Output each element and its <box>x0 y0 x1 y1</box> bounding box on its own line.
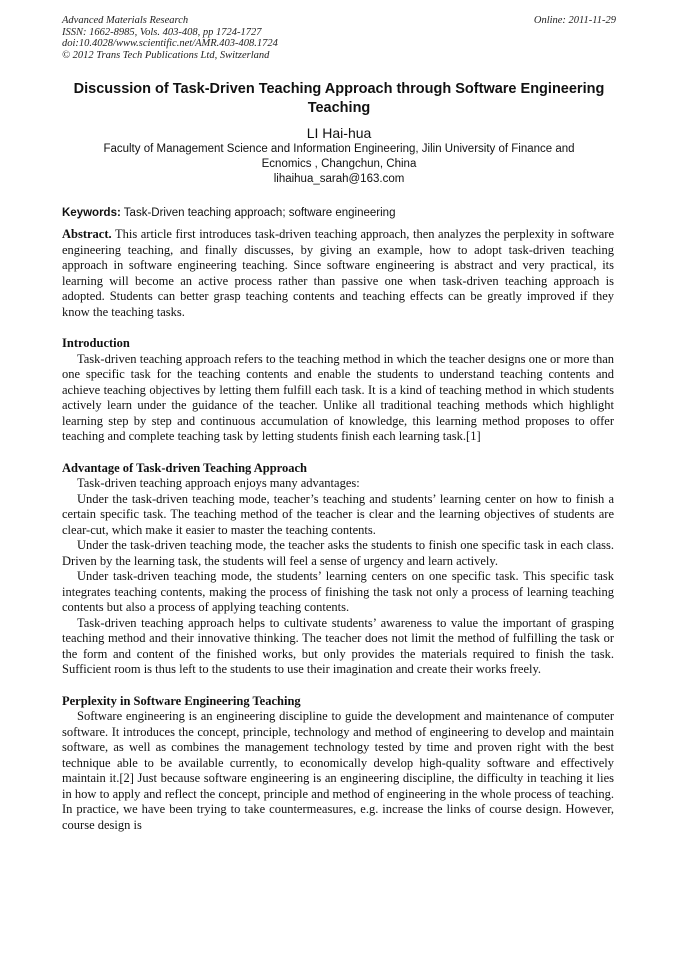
keywords-text: Task-Driven teaching approach; software engineering <box>123 207 396 219</box>
paragraph: Task-driven teaching approach refers to the teaching method in which the teacher designs one or more than one specific task for the teaching contents and enable the students to understand teaching contents and achieve teaching objectives by letting them fulfill each task. It is a kind of teaching method in which students actively learn under the guidance of the teacher. Unlike all traditional teaching methods which highlight learning step by step and continuous accumulation of knowledge, this learning method proposes to offer teaching and complete teaching task by letting students finish each learning task.[1] <box>62 351 614 443</box>
online-date: Online: 2011-11-29 <box>533 15 616 26</box>
abstract <box>62 227 614 320</box>
section-introduction <box>62 336 614 445</box>
doi-line: doi:10.4028/www.scientific.net/AMR.403-408.1724 <box>62 38 278 49</box>
paragraph: Under task-driven teaching mode, the students’ learning centers on one specific task. This specific task integrates teaching contents, making the process of finishing the task not only a process of learning teaching contents but also a process of applying teaching contents. <box>62 569 614 614</box>
journal-header <box>62 15 616 61</box>
affiliation-line-2: Ecnomics , Changchun, China <box>261 158 417 170</box>
section-heading: Advantage of Task-driven Teaching Approach <box>62 460 307 475</box>
copyright-line: © 2012 Trans Tech Publications Ltd, Switzerland <box>62 49 270 61</box>
section-heading: Introduction <box>62 336 130 350</box>
paragraph: Task-driven teaching approach helps to cultivate students’ awareness to value the important of grasping teaching method and their innovative thinking. The teacher does not limit the method of fulfilling the task or the form and content of the finished works, but only provides the materials required to finish the task. Sufficient room is thus left to the students to use their imagination and create their works freely. <box>62 615 614 676</box>
paper-body <box>62 227 614 833</box>
abstract-text: This article first introduces task-driven teaching approach, then analyzes the perplexity in software engineering teaching, and finally discusses, by giving an example, how to adopt task-driven teaching approach in software engineering teaching. Since software engineering is abstract and very practical, its learning will become an active process rather than passive one when task-driven teaching approach is adopted. Students can better grasp teaching contents and teaching effects can be greatly improved if they know the teaching tasks. <box>62 227 614 319</box>
issn-line: ISSN: 1662-8985, Vols. 403-408, pp 1724-1727 <box>62 26 262 38</box>
author-name: LI Hai-hua <box>306 125 372 141</box>
section-heading: Perplexity in Software Engineering Teaching <box>62 693 301 708</box>
paragraph: Under the task-driven teaching mode, teacher’s teaching and students’ learning center on how to finish a certain specific task. The teaching method of the teacher is clear and the learning objectives of students are clear-cut, which make it easier to master the teaching contents. <box>62 491 614 537</box>
keywords <box>62 206 616 221</box>
affiliation-line-1: Faculty of Management Science and Information Engineering, Jilin University of Finance and <box>103 143 575 155</box>
paper-title: Discussion of Task-Driven Teaching Approach through Software Engineering Teaching <box>73 81 605 116</box>
journal-name: Advanced Materials Research <box>62 15 189 26</box>
author-email: lihaihua_sarah@163.com <box>273 173 405 185</box>
abstract-label: Abstract. <box>62 227 112 241</box>
author-affiliation <box>62 142 616 187</box>
section-advantage <box>62 461 614 678</box>
paragraph: Task-driven teaching approach enjoys many advantages: <box>77 476 360 490</box>
section-perplexity <box>62 694 614 834</box>
paragraph: Under the task-driven teaching mode, the teacher asks the students to finish one specific task in each class. Driven by the learning task, the students will feel a sense of urgency and learn actively. <box>62 538 614 568</box>
keywords-label: Keywords: <box>62 207 121 219</box>
paragraph: Software engineering is an engineering discipline to guide the development and maintenance of computer software. It introduces the concept, principle, technology and method of engineering to develop and maintain software, as well as combines the management technology tested by time and proven right with the best technique able to be available currently, to economically develop high-quality software and effectively maintain it.[2] Just because software engineering is an engineering discipline, the difficulty in teaching it lies in how to apply and reflect the concept, principle and method of engineering in the whole process of teaching. In practice, we have been trying to take countermeasures, e.g. increase the links of course design. However, course design is <box>62 709 614 832</box>
